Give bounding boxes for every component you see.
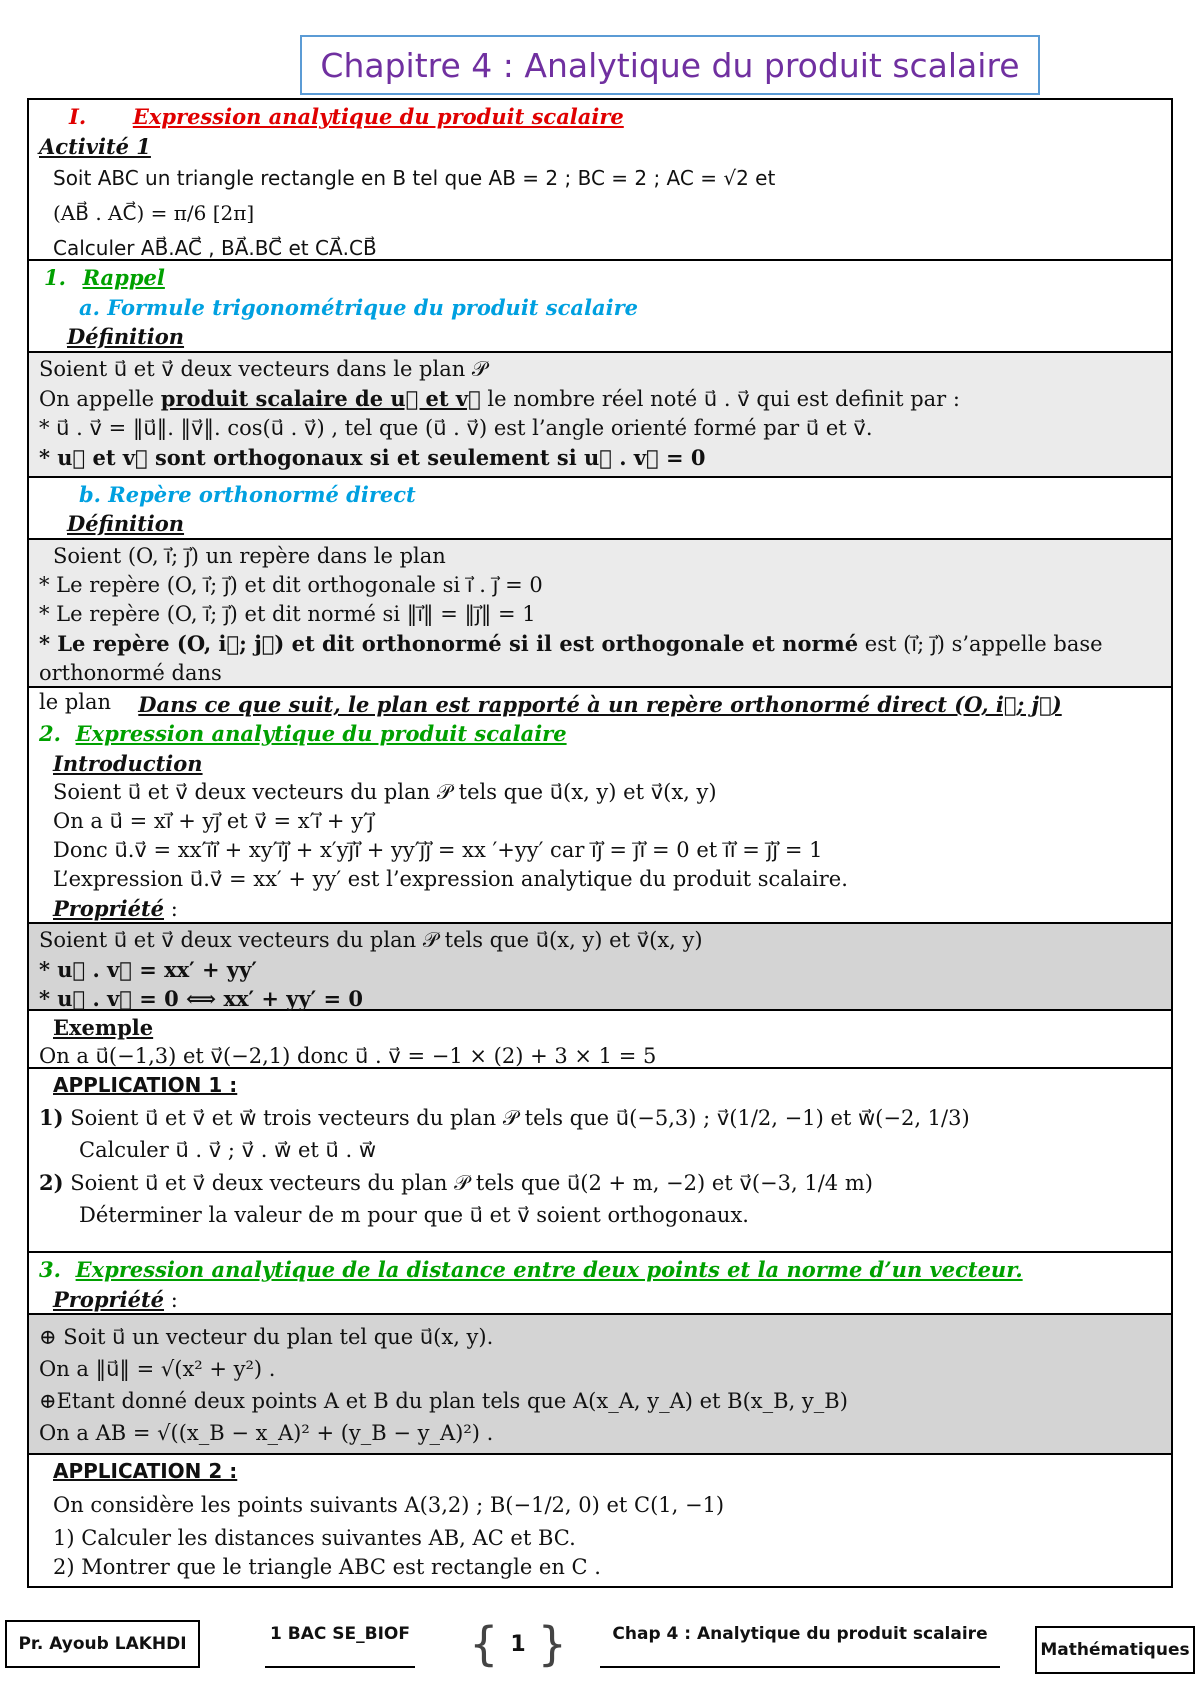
section-2-block	[27, 686, 1173, 922]
prop1-line1: Soient u⃗ et v⃗ deux vecteurs du plan 𝒫 tels que u⃗(x, y) et v⃗(x, y)	[39, 928, 703, 952]
footer-author: Pr. Ayoub LAKHDI	[5, 1620, 200, 1668]
intro-line1: Soient u⃗ et v⃗ deux vecteurs du plan 𝒫 tels que u⃗(x, y) et v⃗(x, y)	[53, 780, 717, 804]
application-2-label: APPLICATION 2 :	[53, 1459, 238, 1483]
propriete-1-block	[27, 922, 1173, 1009]
def1-line3: * u⃗ . v⃗ = ‖u⃗‖. ‖v⃗‖. cos(u⃗ . v⃗) , tel que (u⃗ . v⃗) est l’angle orienté formé par u⃗ et v⃗.	[39, 416, 873, 440]
footer-subject: Mathématiques	[1035, 1626, 1195, 1674]
rappel-number: 1.	[44, 265, 66, 290]
activity-1-line1: Soit ABC un triangle rectangle en B tel que AB = 2 ; BC = 2 ; AC = √2 et	[53, 166, 776, 190]
exemple-block	[27, 1009, 1173, 1067]
activity-1-block	[27, 98, 1173, 259]
app1-q2b: Déterminer la valeur de m pour que u⃗ et v⃗ soient orthogonaux.	[79, 1203, 749, 1227]
section-2-title: Expression analytique du produit scalaire	[75, 721, 567, 746]
section-3-title: Expression analytique de la distance entre deux points et la norme d’un vecteur.	[75, 1257, 1023, 1282]
def1-line1: Soient u⃗ et v⃗ deux vecteurs dans le plan 𝒫	[39, 357, 488, 381]
application-1-block	[27, 1067, 1173, 1251]
app1-q2: 2) Soient u⃗ et v⃗ deux vecteurs du plan 𝒫 tels que u⃗(2 + m, −2) et v⃗(−3, 1/4 m)	[39, 1170, 873, 1195]
app2-line1: On considère les points suivants A(3,2) ; B(−1/2, 0) et C(1, −1)	[53, 1493, 725, 1517]
rappel-title: Rappel	[82, 265, 165, 290]
rappel-heading	[39, 263, 1161, 293]
section-3-block	[27, 1251, 1173, 1313]
prop2-line1: ⊕ Soit u⃗ un vecteur du plan tel que u⃗(x, y).	[39, 1325, 494, 1349]
def2-line1: Soient (O, i⃗; j⃗) un repère dans le plan	[53, 544, 446, 568]
definition-2-label: Définition	[67, 511, 185, 536]
section-3-heading: 3. Expression analytique de la distance entre deux points et la norme d’un vecteur.	[39, 1257, 1023, 1282]
page-title: Chapitre 4 : Analytique du produit scalaire	[320, 45, 1020, 85]
footer-page-number: { 1 }	[469, 1617, 567, 1671]
repere-block	[27, 476, 1173, 538]
app2-line2: 1) Calculer les distances suivantes AB, AC et BC.	[53, 1526, 576, 1550]
exemple-line: On a u⃗(−1,3) et v⃗(−2,1) donc u⃗ . v⃗ = −1 × (2) + 3 × 1 = 5	[39, 1044, 657, 1068]
propriete-1-label: Propriété :	[53, 896, 178, 921]
def2-line5: le plan	[39, 690, 112, 714]
prop2-line2: On a ‖u⃗‖ = √(x² + y²) .	[39, 1357, 276, 1381]
subsection-b-title: b. Repère orthonormé direct	[79, 482, 416, 507]
intro-line2: On a u⃗ = xi⃗ + yj⃗ et v⃗ = x′i⃗ + y′j⃗	[53, 809, 374, 833]
intro-line3: Donc u⃗.v⃗ = xx′i⃗i⃗ + xy′i⃗j⃗ + x′yj⃗i⃗ + yy′j⃗j⃗ = xx ′+yy′ car i⃗j⃗ = j⃗i⃗ = 0 et i⃗i⃗ = j⃗j⃗ = 1	[53, 838, 823, 862]
prop2-line3: ⊕Etant donné deux points A et B du plan tels que A(x_A, y_A) et B(x_B, y_B)	[39, 1389, 848, 1413]
rappel-block	[27, 259, 1173, 351]
def1-line2: On appelle produit scalaire de u⃗ et v⃗ le nombre réel noté u⃗ . v⃗ qui est definit par :	[39, 386, 960, 411]
section-2-heading: 2. Expression analytique du produit scalaire	[39, 721, 567, 746]
intro-line4: L’expression u⃗.v⃗ = xx′ + yy′ est l’expression analytique du produit scalaire.	[53, 867, 848, 891]
propriete-2-label: Propriété :	[53, 1287, 178, 1312]
definition-1-label: Définition	[67, 324, 185, 349]
content	[27, 98, 1173, 1588]
section-1-number: I.	[69, 104, 87, 129]
exemple-label: Exemple	[53, 1015, 154, 1040]
prop1-line2: * u⃗ . v⃗ = xx′ + yy′	[39, 957, 257, 982]
section-1-heading	[39, 102, 1161, 132]
app1-q1b: Calculer u⃗ . v⃗ ; v⃗ . w⃗ et u⃗ . w⃗	[79, 1138, 376, 1162]
activity-1-line2: (AB⃗ . AC⃗) = π/6 [2π]	[53, 201, 255, 225]
app2-line3: 2) Montrer que le triangle ABC est rectangle en C .	[53, 1555, 601, 1579]
page-title-box	[300, 35, 1040, 95]
section-1-title: Expression analytique du produit scalaire	[132, 104, 624, 129]
orthonormal-banner: Dans ce que suit, le plan est rapporté à un repère orthonormé direct (O, i⃗; j⃗)	[138, 692, 1062, 717]
prop1-line3: * u⃗ . v⃗ = 0 ⟺ xx′ + yy′ = 0	[39, 986, 364, 1011]
introduction-label: Introduction	[53, 751, 203, 776]
def1-line4: * u⃗ et v⃗ sont orthogonaux si et seulement si u⃗ . v⃗ = 0	[39, 445, 706, 470]
application-1-label: APPLICATION 1 :	[53, 1073, 238, 1097]
propriete-2-block	[27, 1313, 1173, 1453]
footer-level: 1 BAC SE_BIOF	[265, 1620, 415, 1668]
activity-1-line3: Calculer AB⃗.AC⃗ , BA⃗.BC⃗ et CA⃗.CB⃗	[53, 236, 377, 260]
def2-line4: * Le repère (O, i⃗; j⃗) et dit orthonormé si il est orthogonale et normé est (i⃗; j⃗) s’appelle base orthonormé dans	[39, 631, 1103, 685]
definition-1-block	[27, 351, 1173, 476]
subsection-a-title: a. Formule trigonométrique du produit scalaire	[79, 295, 639, 320]
application-2-block	[27, 1453, 1173, 1588]
app1-q1: 1) Soient u⃗ et v⃗ et w⃗ trois vecteurs du plan 𝒫 tels que u⃗(−5,3) ; v⃗(1/2, −1) et w⃗(−2, 1/3)	[39, 1105, 970, 1130]
def2-line3: * Le repère (O, i⃗; j⃗) et dit normé si ‖i⃗‖ = ‖j⃗‖ = 1	[39, 602, 536, 626]
footer-chapter: Chap 4 : Analytique du produit scalaire	[600, 1620, 1000, 1668]
prop2-line4: On a AB = √((x_B − x_A)² + (y_B − y_A)²) .	[39, 1421, 494, 1445]
def2-line2: * Le repère (O, i⃗; j⃗) et dit orthogonale si i⃗ . j⃗ = 0	[39, 573, 543, 597]
activity-1-label: Activité 1	[39, 134, 151, 159]
